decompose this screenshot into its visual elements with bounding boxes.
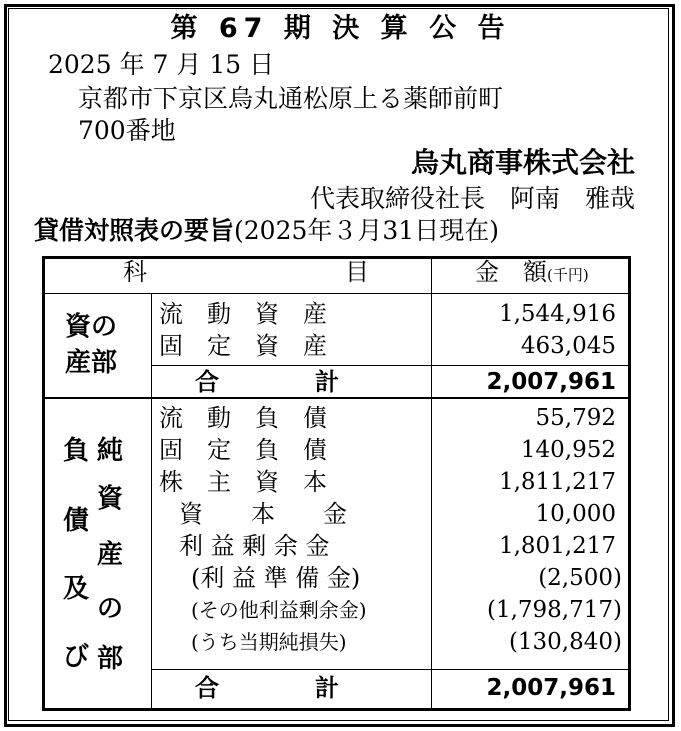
liab-row-label: (その他利益剰余金): [191, 598, 367, 622]
notice-title: 第 67 期 決 算 公 告: [170, 13, 511, 44]
assets-row-label: 流 動 資 産: [159, 300, 327, 328]
liabilities-group-divider: [151, 399, 152, 709]
representative: 代表取締役社長 阿南 雅哉: [309, 184, 635, 213]
liab-row-label: 株 主 資 本: [159, 468, 327, 496]
assets-group-label-2: 産部: [65, 348, 118, 378]
liab-label-col2: 純: [97, 436, 124, 466]
assets-row-value: 463,045: [520, 333, 616, 359]
liab-row-value: (1,798,717): [486, 597, 622, 623]
header-divider: [45, 293, 628, 294]
balance-sheet-table: [42, 256, 631, 711]
liab-label-col2: 産: [97, 540, 124, 570]
assets-group-label-1: 資の: [65, 312, 118, 342]
liab-label-col1: 及: [63, 574, 90, 604]
liab-row-label: (利 益 準 備 金): [191, 564, 361, 592]
address-line-2: 700番地: [78, 116, 176, 145]
balance-sheet-title: [34, 216, 499, 246]
liab-row-value: (130,840): [508, 629, 622, 655]
company-name: 烏丸商事株式会社: [410, 146, 635, 179]
header-col-subject-1: 科: [123, 258, 147, 286]
balance-sheet-date: (2025年３月31日現在): [234, 216, 499, 245]
assets-total-label: 合 計: [195, 368, 339, 396]
liab-row-label: 利 益 剰 余 金: [179, 532, 330, 560]
balance-sheet-title-main: 貸借対照表の要旨: [34, 216, 235, 245]
liab-row-label: 資 本 金: [179, 500, 347, 528]
liab-row-label: 流 動 負 債: [159, 404, 327, 432]
amount-column-divider: [431, 259, 432, 709]
liab-label-col2: 資: [97, 484, 124, 514]
assets-total-divider: [151, 365, 628, 366]
liab-label-col1: 債: [63, 506, 90, 536]
liab-label-col1: 負: [63, 436, 90, 466]
header-amount-label: 金 額: [475, 258, 547, 286]
liab-label-col1: び: [63, 642, 90, 672]
liab-row-value: 140,952: [520, 437, 616, 463]
assets-row-value: 1,544,916: [498, 301, 616, 327]
header-amount: [475, 257, 589, 290]
liab-row-value: 10,000: [535, 501, 616, 527]
assets-row-label: 固 定 資 産: [159, 332, 327, 360]
liab-row-label: (うち当期純損失): [191, 630, 347, 654]
liab-row-label: 固 定 負 債: [159, 436, 327, 464]
liab-label-col2: 部: [97, 644, 124, 674]
header-col-subject-2: 目: [345, 258, 369, 286]
liab-row-value: 1,811,217: [498, 469, 616, 495]
liab-row-value: 1,801,217: [498, 533, 616, 559]
assets-total-value: 2,007,961: [486, 369, 616, 395]
liab-total-value: 2,007,961: [486, 675, 616, 701]
header-unit: (千円): [547, 266, 589, 284]
liab-label-col2: の: [97, 594, 124, 624]
liab-total-divider: [151, 669, 628, 670]
section-divider: [45, 397, 628, 399]
address-line-1: 京都市下京区烏丸通松原上る薬師前町: [78, 84, 504, 113]
liab-total-label: 合 計: [195, 674, 339, 702]
notice-date: 2025 年 7 月 15 日: [48, 50, 275, 79]
liab-row-value: (2,500): [538, 565, 622, 591]
liab-row-value: 55,792: [535, 405, 616, 431]
assets-group-divider: [151, 293, 152, 397]
